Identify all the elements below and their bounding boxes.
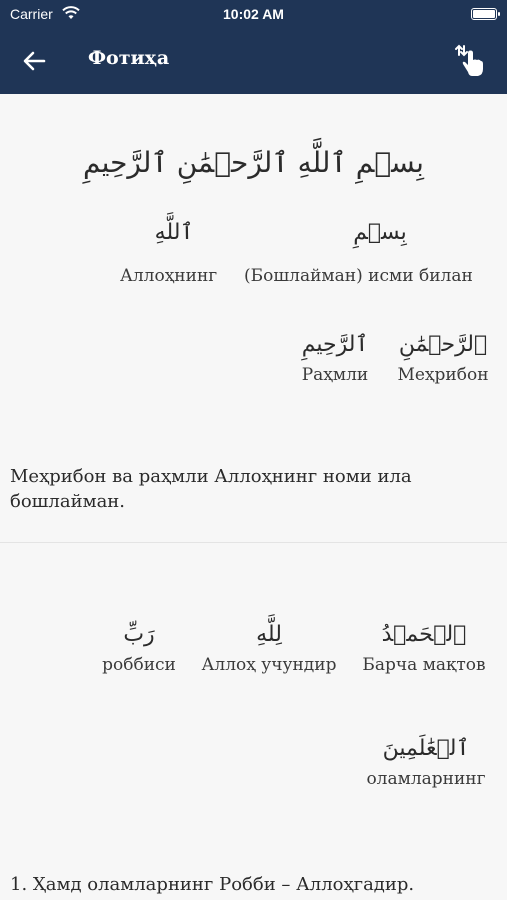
- word-arabic: بِسۡمِ: [353, 220, 407, 245]
- word-arabic: لِلَّهِ: [256, 622, 282, 647]
- nav-bar: [0, 28, 507, 94]
- word-item: [194, 622, 344, 675]
- word-translation: Аллоҳнинг: [120, 266, 218, 286]
- surah-content: [0, 94, 507, 900]
- tap-gesture-icon[interactable]: [453, 42, 487, 78]
- word-arabic: ٱلرَّحۡمَٰنِ: [398, 332, 488, 357]
- status-bar: [0, 0, 507, 28]
- word-translation: (Бошлайман) исми билан: [244, 266, 473, 286]
- word-translation: Аллоҳ учундир: [201, 655, 337, 675]
- word-translation: Раҳмли: [301, 365, 369, 385]
- battery-icon: [471, 8, 497, 20]
- word-item: [356, 736, 496, 789]
- ayah-translation: 1. Ҳамд оламларнинг Робби – Аллоҳгадир.: [10, 874, 415, 895]
- word-item: [290, 332, 380, 385]
- clock: 10:02 AM: [223, 6, 284, 22]
- word-translation: Меҳрибон: [397, 365, 489, 385]
- page-title: Фотиҳа: [88, 47, 170, 69]
- word-translation: Барча мақтов: [362, 655, 486, 675]
- word-arabic: ٱلرَّحِيمِ: [301, 332, 369, 357]
- ayah-translation: Меҳрибон ва раҳмли Аллоҳнинг номи ила бошлайман.: [10, 466, 412, 512]
- word-arabic: ٱلۡعَٰلَمِينَ: [382, 736, 470, 761]
- word-arabic: رَبِّ: [123, 622, 155, 647]
- word-item: [114, 220, 234, 245]
- word-arabic: ٱلۡحَمۡدُ: [381, 622, 467, 647]
- ayah-arabic-text: بِسۡمِ ٱللَّهِ ٱلرَّحۡمَٰنِ ٱلرَّحِيمِ: [83, 146, 424, 179]
- divider: [0, 542, 507, 543]
- word-translation: оламларнинг: [366, 769, 486, 789]
- word-arabic: ٱللَّهِ: [154, 220, 194, 245]
- word-item: [94, 622, 184, 675]
- carrier-label: Carrier: [10, 6, 53, 22]
- word-item: [388, 332, 498, 385]
- word-translation: роббиси: [102, 655, 176, 675]
- back-arrow-icon[interactable]: [20, 47, 50, 75]
- word-item: [320, 220, 440, 245]
- word-item: [354, 622, 494, 675]
